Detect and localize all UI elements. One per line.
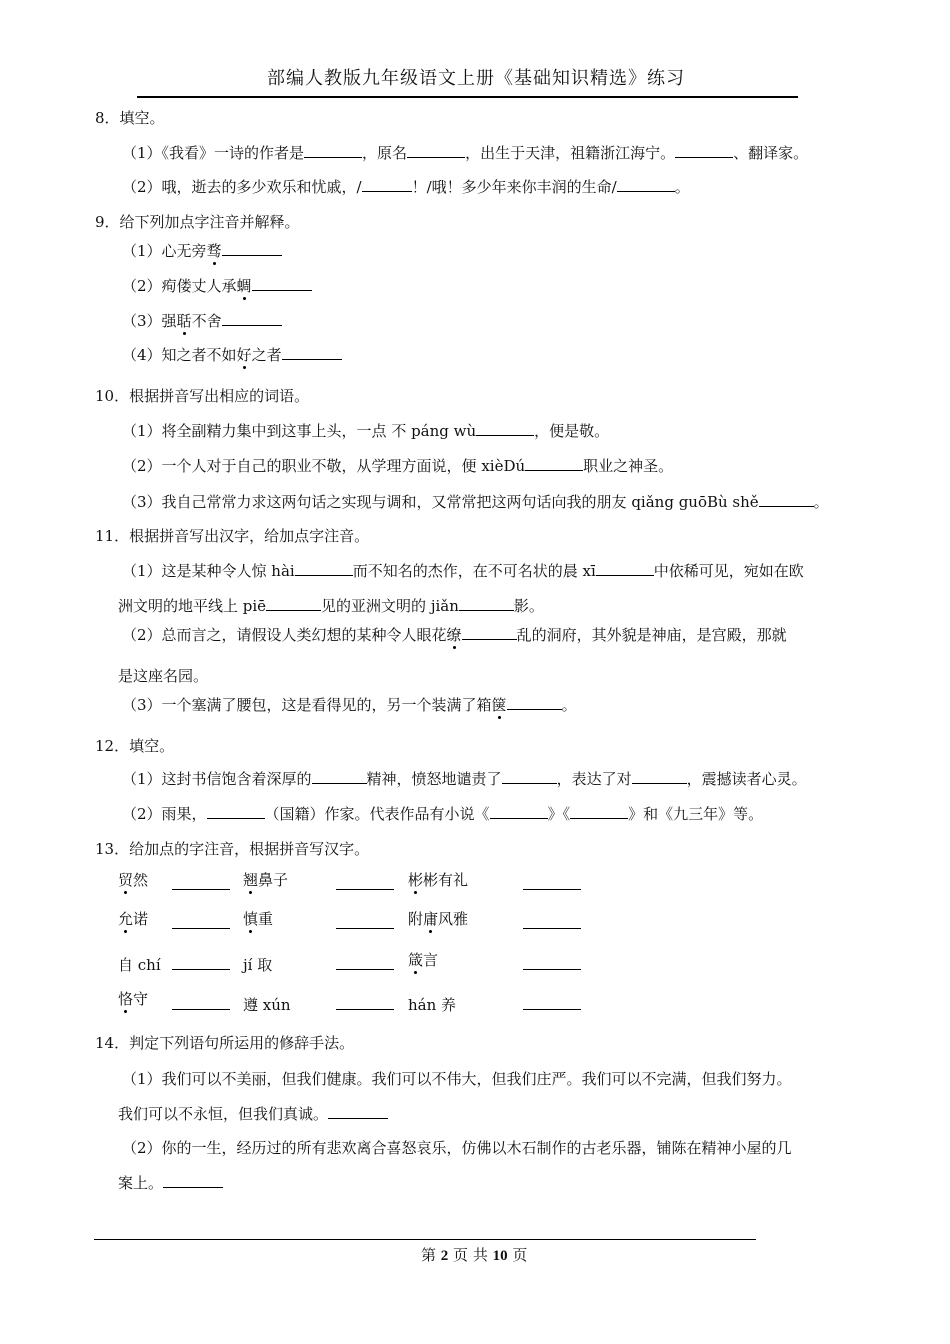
answer-blank[interactable] (759, 491, 814, 507)
answer-blank[interactable] (304, 142, 362, 158)
q14-title: 14．判定下列语句所运用的修辞手法。 (95, 1034, 355, 1052)
answer-blank[interactable] (336, 889, 394, 890)
answer-blank[interactable] (617, 176, 675, 192)
q12-item-1: （1）这封书信饱含着深厚的 精神，愤怒地谴责了 ，表达了对 ，震撼读者心灵。 (122, 770, 807, 788)
answer-blank[interactable] (163, 1172, 223, 1188)
q13-term: hán 养 (408, 996, 457, 1014)
q9-item-4: （4）知之者不如好之者 (122, 344, 342, 365)
answer-blank[interactable] (222, 310, 282, 326)
answer-blank[interactable] (525, 455, 583, 471)
q9-title: 9．给下列加点字注音并解释。 (95, 213, 300, 231)
q13-term: 恪守 (118, 990, 149, 1008)
answer-blank[interactable] (523, 969, 581, 970)
q10-item-1: （1）将全副精力集中到这事上头，一点 不 páng wù ，便是敬。 (122, 422, 610, 440)
answer-blank[interactable] (282, 344, 342, 360)
answer-blank[interactable] (222, 240, 282, 256)
answer-blank[interactable] (362, 176, 412, 192)
q8-title: 8．填空。 (95, 109, 165, 127)
q9-item-2: （2）痀偻丈人承蜩 (122, 275, 312, 296)
answer-blank[interactable] (570, 803, 628, 819)
answer-blank[interactable] (476, 420, 534, 436)
q9-item-3: （3）强聒不舍 (122, 310, 282, 331)
answer-blank[interactable] (632, 768, 687, 784)
q11-item-2-line-1: （2）总而言之，请假设人类幻想的某种令人眼花缭 乱的洞府，其外貌是神庙，是宫殿，那就 (122, 626, 787, 644)
q9-item-1: （1）心无旁骛 (122, 240, 282, 261)
answer-blank[interactable] (336, 1009, 394, 1010)
answer-blank[interactable] (523, 928, 581, 929)
q13-term: 箴言 (408, 951, 439, 969)
answer-blank[interactable] (675, 142, 733, 158)
q14-item-1-line-1: （1）我们可以不美丽，但我们健康。我们可以不伟大，但我们庄严。我们可以不完满，但我们努力。 (122, 1070, 792, 1088)
answer-blank[interactable] (490, 803, 548, 819)
answer-blank[interactable] (507, 694, 562, 710)
q10-item-3: （3）我自己常常力求这两句话之实现与调和，又常常把这两句话向我的朋友 qiǎng guōBù shě 。 (122, 493, 829, 511)
q13-term: 彬彬有礼 (408, 871, 469, 889)
answer-blank[interactable] (266, 595, 321, 611)
total-pages-number: 10 (492, 1248, 508, 1264)
q13-term: 翘鼻子 (243, 871, 289, 889)
q13-term: 贸然 (118, 871, 149, 889)
page-footer: 第 2 页 共 10 页 (421, 1246, 528, 1264)
answer-blank[interactable] (312, 768, 367, 784)
q8-item-2: （2）哦，逝去的多少欢乐和忧戚，/ ！/哦！多少年来你丰润的生命/ 。 (122, 178, 690, 196)
answer-blank[interactable] (328, 1103, 388, 1119)
q12-title: 12．填空。 (95, 737, 175, 755)
q13-title: 13．给加点的字注音，根据拼音写汉字。 (95, 840, 370, 858)
answer-blank[interactable] (172, 928, 230, 929)
answer-blank[interactable] (295, 560, 353, 576)
answer-blank[interactable] (336, 928, 394, 929)
answer-blank[interactable] (596, 560, 654, 576)
q11-item-1-line-1: （1）这是某种令人惊 hài 而不知名的杰作，在不可名状的晨 xī 中依稀可见，宛如在欧 (122, 562, 804, 580)
answer-blank[interactable] (407, 142, 465, 158)
q14-item-2-line-2: 案上。 (118, 1172, 223, 1193)
q13-term: 自 chí (118, 956, 161, 974)
q11-item-1-line-2: 洲文明的地平线上 piē 见的亚洲文明的 jiǎn 影。 (118, 597, 544, 615)
answer-blank[interactable] (172, 889, 230, 890)
current-page-number: 2 (440, 1248, 449, 1264)
q13-term: 附庸风雅 (408, 910, 469, 928)
q13-term: 遵 xún (243, 996, 291, 1014)
answer-blank[interactable] (502, 768, 557, 784)
q10-item-2: （2）一个人对于自己的职业不敬，从学理方面说，便 xièDú 职业之神圣。 (122, 457, 674, 475)
q12-item-2: （2）雨果， （国籍）作家。代表作品有小说《 》《 》和《九三年》等。 (122, 805, 764, 823)
q11-title: 11．根据拼音写出汉字，给加点字注音。 (95, 527, 370, 545)
answer-blank[interactable] (172, 1009, 230, 1010)
answer-blank[interactable] (336, 969, 394, 970)
answer-blank[interactable] (523, 889, 581, 890)
answer-blank[interactable] (462, 624, 517, 640)
q11-item-2-line-2: 是这座名园。 (118, 667, 209, 685)
answer-blank[interactable] (523, 1009, 581, 1010)
q13-term: 慎重 (243, 910, 274, 928)
footer-rule (94, 1239, 756, 1240)
q8-item-1: （1）《我看》一诗的作者是 ，原名 ，出生于天津，祖籍浙江海宁。 、翻译家。 (122, 144, 809, 162)
q13-term: jí 取 (243, 956, 273, 974)
q11-item-3: （3）一个塞满了腰包，这是看得见的，另一个装满了箱箧 。 (122, 696, 577, 714)
answer-blank[interactable] (207, 803, 265, 819)
answer-blank[interactable] (172, 969, 230, 970)
answer-blank[interactable] (459, 595, 514, 611)
q13-term: 允诺 (118, 910, 149, 928)
q14-item-2-line-1: （2）你的一生，经历过的所有悲欢离合喜怒哀乐，仿佛以木石制作的古老乐器，铺陈在精神小屋的几 (122, 1139, 792, 1157)
q14-item-1-line-2: 我们可以不永恒，但我们真诚。 (118, 1103, 388, 1124)
answer-blank[interactable] (252, 275, 312, 291)
header-rule (137, 96, 798, 98)
q10-title: 10．根据拼音写出相应的词语。 (95, 387, 310, 405)
page-header-title: 部编人教版九年级语文上册《基础知识精选》练习 (267, 68, 685, 89)
